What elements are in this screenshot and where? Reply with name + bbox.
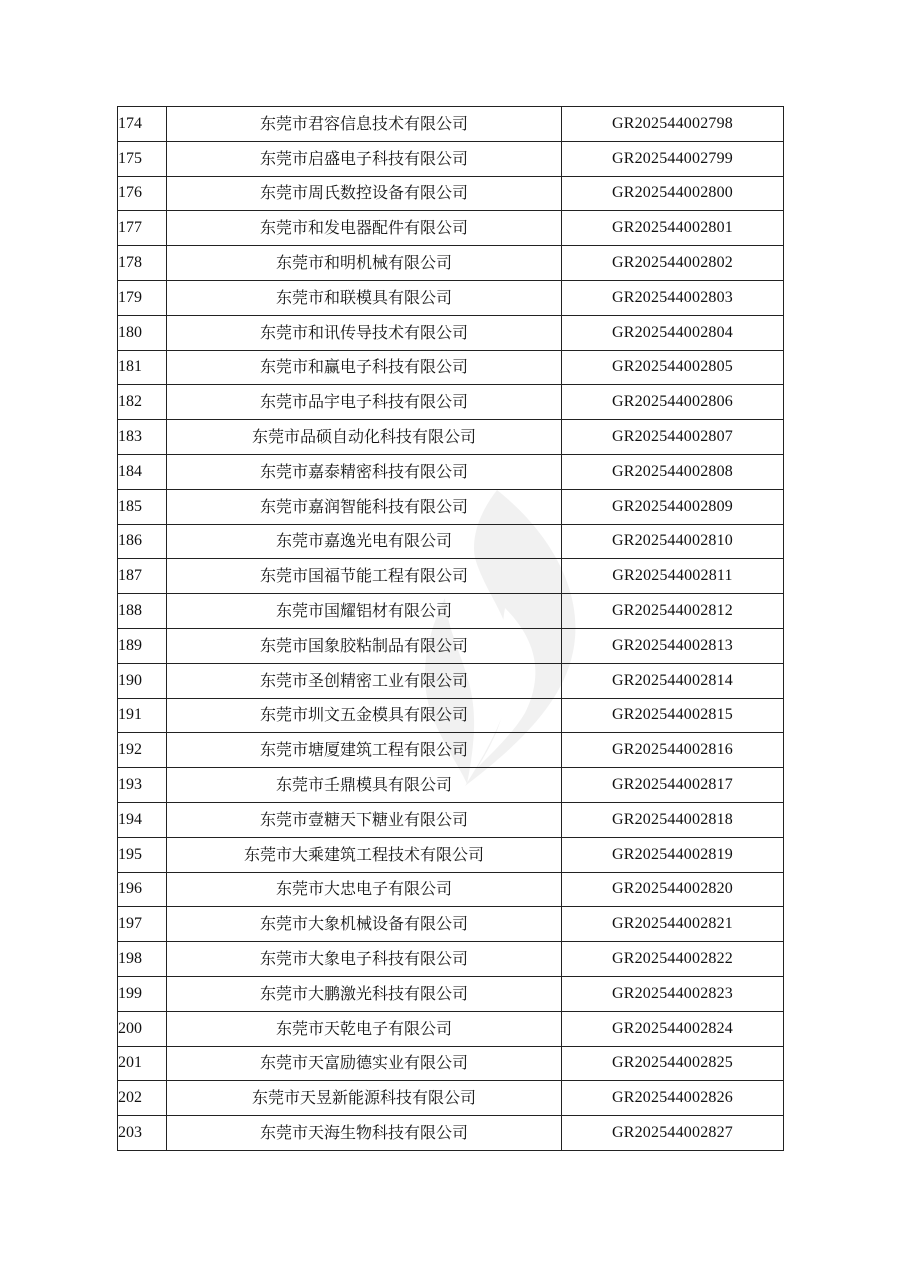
table-row bbox=[118, 837, 784, 872]
company-name-cell: 东莞市天富励德实业有限公司 bbox=[167, 1046, 562, 1081]
certificate-code-cell: GR202544002822 bbox=[562, 942, 784, 977]
table-row bbox=[118, 872, 784, 907]
certificate-code-cell: GR202544002817 bbox=[562, 768, 784, 803]
certificate-code-cell: GR202544002823 bbox=[562, 976, 784, 1011]
company-name-cell: 东莞市和讯传导技术有限公司 bbox=[167, 315, 562, 350]
certificate-code-cell: GR202544002808 bbox=[562, 454, 784, 489]
row-number-cell: 182 bbox=[118, 385, 167, 420]
row-number-cell: 185 bbox=[118, 489, 167, 524]
table-row bbox=[118, 1116, 784, 1151]
certificate-code-cell: GR202544002815 bbox=[562, 698, 784, 733]
row-number-cell: 197 bbox=[118, 907, 167, 942]
certificate-code-cell: GR202544002814 bbox=[562, 663, 784, 698]
row-number-cell: 191 bbox=[118, 698, 167, 733]
certificate-code-cell: GR202544002812 bbox=[562, 594, 784, 629]
row-number-cell: 180 bbox=[118, 315, 167, 350]
company-name-cell: 东莞市天昱新能源科技有限公司 bbox=[167, 1081, 562, 1116]
row-number-cell: 175 bbox=[118, 141, 167, 176]
table-row bbox=[118, 976, 784, 1011]
table-row bbox=[118, 768, 784, 803]
company-name-cell: 东莞市君容信息技术有限公司 bbox=[167, 107, 562, 142]
company-name-cell: 东莞市大象电子科技有限公司 bbox=[167, 942, 562, 977]
table-row bbox=[118, 350, 784, 385]
certificate-code-cell: GR202544002821 bbox=[562, 907, 784, 942]
company-name-cell: 东莞市嘉润智能科技有限公司 bbox=[167, 489, 562, 524]
certificate-code-cell: GR202544002825 bbox=[562, 1046, 784, 1081]
certificate-code-cell: GR202544002807 bbox=[562, 420, 784, 455]
table-row bbox=[118, 1081, 784, 1116]
table-row bbox=[118, 176, 784, 211]
row-number-cell: 203 bbox=[118, 1116, 167, 1151]
company-name-cell: 东莞市和发电器配件有限公司 bbox=[167, 211, 562, 246]
row-number-cell: 181 bbox=[118, 350, 167, 385]
certificate-code-cell: GR202544002809 bbox=[562, 489, 784, 524]
row-number-cell: 194 bbox=[118, 802, 167, 837]
table-row bbox=[118, 1046, 784, 1081]
row-number-cell: 202 bbox=[118, 1081, 167, 1116]
table-row bbox=[118, 385, 784, 420]
table-row bbox=[118, 211, 784, 246]
table-row bbox=[118, 489, 784, 524]
company-name-cell: 东莞市天海生物科技有限公司 bbox=[167, 1116, 562, 1151]
company-name-cell: 东莞市天乾电子有限公司 bbox=[167, 1011, 562, 1046]
certificate-code-cell: GR202544002810 bbox=[562, 524, 784, 559]
company-name-cell: 东莞市国象胶粘制品有限公司 bbox=[167, 628, 562, 663]
company-name-cell: 东莞市大忠电子有限公司 bbox=[167, 872, 562, 907]
row-number-cell: 195 bbox=[118, 837, 167, 872]
row-number-cell: 176 bbox=[118, 176, 167, 211]
table-row bbox=[118, 454, 784, 489]
row-number-cell: 174 bbox=[118, 107, 167, 142]
certificate-code-cell: GR202544002804 bbox=[562, 315, 784, 350]
certificate-code-cell: GR202544002819 bbox=[562, 837, 784, 872]
certificate-code-cell: GR202544002798 bbox=[562, 107, 784, 142]
certificate-code-cell: GR202544002818 bbox=[562, 802, 784, 837]
company-name-cell: 东莞市启盛电子科技有限公司 bbox=[167, 141, 562, 176]
certificate-code-cell: GR202544002816 bbox=[562, 733, 784, 768]
table-row bbox=[118, 907, 784, 942]
table-row bbox=[118, 559, 784, 594]
table-row bbox=[118, 141, 784, 176]
company-name-cell: 东莞市品宇电子科技有限公司 bbox=[167, 385, 562, 420]
row-number-cell: 178 bbox=[118, 246, 167, 281]
certificate-code-cell: GR202544002801 bbox=[562, 211, 784, 246]
row-number-cell: 186 bbox=[118, 524, 167, 559]
table-row bbox=[118, 420, 784, 455]
row-number-cell: 198 bbox=[118, 942, 167, 977]
company-name-cell: 东莞市嘉逸光电有限公司 bbox=[167, 524, 562, 559]
certificate-code-cell: GR202544002800 bbox=[562, 176, 784, 211]
table-row bbox=[118, 107, 784, 142]
row-number-cell: 188 bbox=[118, 594, 167, 629]
table-row bbox=[118, 802, 784, 837]
row-number-cell: 177 bbox=[118, 211, 167, 246]
company-name-cell: 东莞市国耀铝材有限公司 bbox=[167, 594, 562, 629]
table-row bbox=[118, 628, 784, 663]
table-row bbox=[118, 246, 784, 281]
table-row bbox=[118, 698, 784, 733]
row-number-cell: 200 bbox=[118, 1011, 167, 1046]
row-number-cell: 183 bbox=[118, 420, 167, 455]
company-name-cell: 东莞市圣创精密工业有限公司 bbox=[167, 663, 562, 698]
table-body bbox=[118, 107, 784, 1151]
company-name-cell: 东莞市壹糖天下糖业有限公司 bbox=[167, 802, 562, 837]
company-name-cell: 东莞市和赢电子科技有限公司 bbox=[167, 350, 562, 385]
certificate-code-cell: GR202544002813 bbox=[562, 628, 784, 663]
company-name-cell: 东莞市和明机械有限公司 bbox=[167, 246, 562, 281]
certificate-code-cell: GR202544002820 bbox=[562, 872, 784, 907]
company-name-cell: 东莞市品硕自动化科技有限公司 bbox=[167, 420, 562, 455]
row-number-cell: 179 bbox=[118, 280, 167, 315]
row-number-cell: 187 bbox=[118, 559, 167, 594]
table-row bbox=[118, 1011, 784, 1046]
table-row bbox=[118, 280, 784, 315]
company-name-cell: 东莞市壬鼎模具有限公司 bbox=[167, 768, 562, 803]
certificate-code-cell: GR202544002799 bbox=[562, 141, 784, 176]
company-certificate-table bbox=[117, 106, 784, 1151]
certificate-code-cell: GR202544002803 bbox=[562, 280, 784, 315]
certificate-code-cell: GR202544002806 bbox=[562, 385, 784, 420]
table-row bbox=[118, 663, 784, 698]
company-name-cell: 东莞市圳文五金模具有限公司 bbox=[167, 698, 562, 733]
row-number-cell: 189 bbox=[118, 628, 167, 663]
row-number-cell: 193 bbox=[118, 768, 167, 803]
row-number-cell: 196 bbox=[118, 872, 167, 907]
certificate-code-cell: GR202544002824 bbox=[562, 1011, 784, 1046]
row-number-cell: 192 bbox=[118, 733, 167, 768]
certificate-code-cell: GR202544002805 bbox=[562, 350, 784, 385]
company-name-cell: 东莞市大鹏激光科技有限公司 bbox=[167, 976, 562, 1011]
row-number-cell: 201 bbox=[118, 1046, 167, 1081]
company-name-cell: 东莞市塘厦建筑工程有限公司 bbox=[167, 733, 562, 768]
company-name-cell: 东莞市嘉泰精密科技有限公司 bbox=[167, 454, 562, 489]
certificate-code-cell: GR202544002826 bbox=[562, 1081, 784, 1116]
row-number-cell: 190 bbox=[118, 663, 167, 698]
table-row bbox=[118, 524, 784, 559]
company-name-cell: 东莞市大乘建筑工程技术有限公司 bbox=[167, 837, 562, 872]
certificate-code-cell: GR202544002802 bbox=[562, 246, 784, 281]
company-name-cell: 东莞市周氏数控设备有限公司 bbox=[167, 176, 562, 211]
company-name-cell: 东莞市国福节能工程有限公司 bbox=[167, 559, 562, 594]
certificate-code-cell: GR202544002827 bbox=[562, 1116, 784, 1151]
table-row bbox=[118, 733, 784, 768]
row-number-cell: 184 bbox=[118, 454, 167, 489]
table-row bbox=[118, 315, 784, 350]
table-row bbox=[118, 594, 784, 629]
table-row bbox=[118, 942, 784, 977]
company-name-cell: 东莞市大象机械设备有限公司 bbox=[167, 907, 562, 942]
company-name-cell: 东莞市和联模具有限公司 bbox=[167, 280, 562, 315]
certificate-code-cell: GR202544002811 bbox=[562, 559, 784, 594]
row-number-cell: 199 bbox=[118, 976, 167, 1011]
